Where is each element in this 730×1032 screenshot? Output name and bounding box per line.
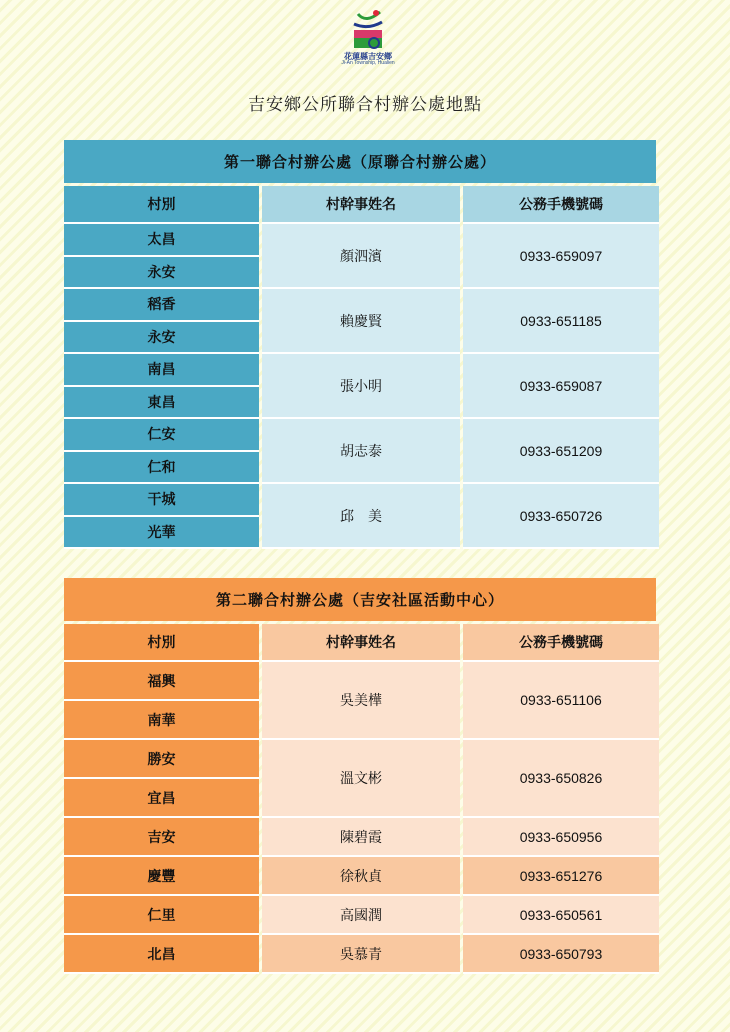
header-village: 村別 <box>64 624 259 662</box>
officer-name-cell: 高國潤 <box>262 896 460 935</box>
phone-cell: 0933-659097 <box>463 224 659 289</box>
phone-cell: 0933-651209 <box>463 419 659 484</box>
village-cell: 慶豐 <box>64 857 259 896</box>
header-village: 村別 <box>64 186 259 224</box>
table-title: 第一聯合村辦公處（原聯合村辦公處） <box>64 140 656 183</box>
page-title: 吉安鄉公所聯合村辦公處地點 <box>248 95 482 115</box>
officer-name-cell: 吳慕青 <box>262 935 460 974</box>
village-cell: 稻香 <box>64 289 259 322</box>
officer-name-cell: 顏泗濱 <box>262 224 460 289</box>
phone-cell: 0933-650826 <box>463 740 659 818</box>
officer-name-cell: 吳美樺 <box>262 662 460 740</box>
village-cell: 南昌 <box>64 354 259 387</box>
officer-name-cell: 胡志泰 <box>262 419 460 484</box>
village-cell: 仁里 <box>64 896 259 935</box>
logo-english-text: Ji-An Township, Hualien <box>341 60 395 66</box>
header-phone: 公務手機號碼 <box>463 186 659 224</box>
phone-cell: 0933-659087 <box>463 354 659 419</box>
officer-name-cell: 陳碧霞 <box>262 818 460 857</box>
village-cell: 東昌 <box>64 387 259 420</box>
header-officer-name: 村幹事姓名 <box>262 624 460 662</box>
village-cell: 干城 <box>64 484 259 517</box>
village-cell: 仁和 <box>64 452 259 485</box>
officer-name-cell: 溫文彬 <box>262 740 460 818</box>
village-cell: 北昌 <box>64 935 259 974</box>
phone-cell: 0933-651185 <box>463 289 659 354</box>
village-cell: 光華 <box>64 517 259 550</box>
svg-text:花蓮縣吉安鄉: 花蓮縣吉安鄉 <box>344 51 392 61</box>
village-cell: 永安 <box>64 257 259 290</box>
header-officer-name: 村幹事姓名 <box>262 186 460 224</box>
phone-cell: 0933-651106 <box>463 662 659 740</box>
officer-name-cell: 徐秋貞 <box>262 857 460 896</box>
phone-cell: 0933-650956 <box>463 818 659 857</box>
table-grid <box>64 186 656 549</box>
village-cell: 仁安 <box>64 419 259 452</box>
officer-name-cell: 賴慶賢 <box>262 289 460 354</box>
village-cell: 永安 <box>64 322 259 355</box>
table-grid <box>64 624 656 974</box>
village-cell: 勝安 <box>64 740 259 779</box>
officer-name-cell: 張小明 <box>262 354 460 419</box>
table-second-office <box>64 578 656 974</box>
phone-cell: 0933-650726 <box>463 484 659 549</box>
village-cell: 太昌 <box>64 224 259 257</box>
village-cell: 宜昌 <box>64 779 259 818</box>
table-first-office <box>64 140 656 549</box>
header-phone: 公務手機號碼 <box>463 624 659 662</box>
phone-cell: 0933-651276 <box>463 857 659 896</box>
table-title: 第二聯合村辦公處（吉安社區活動中心） <box>64 578 656 621</box>
village-cell: 南華 <box>64 701 259 740</box>
officer-name-cell: 邱 美 <box>262 484 460 549</box>
village-cell: 福興 <box>64 662 259 701</box>
phone-cell: 0933-650561 <box>463 896 659 935</box>
phone-cell: 0933-650793 <box>463 935 659 974</box>
village-cell: 吉安 <box>64 818 259 857</box>
